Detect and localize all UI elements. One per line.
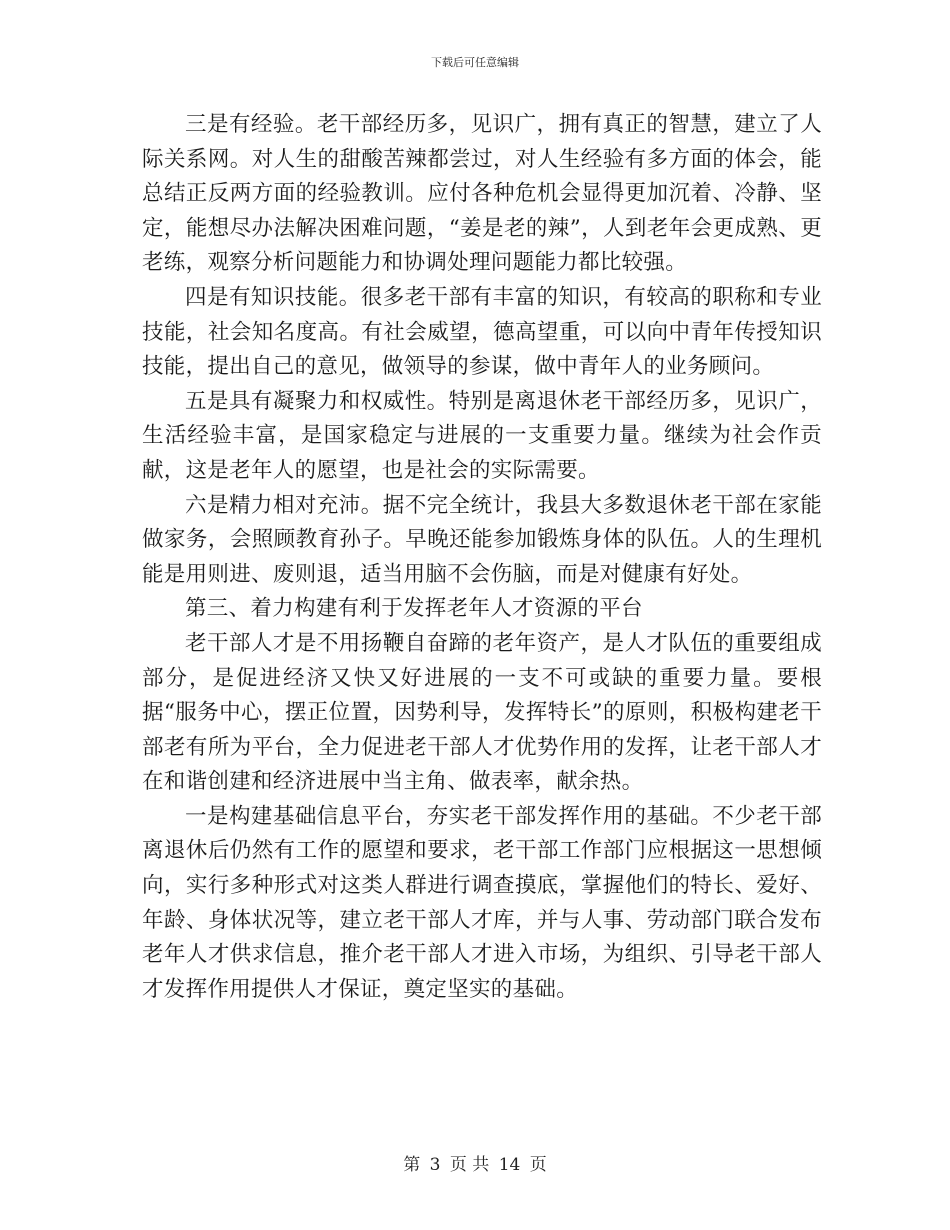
paragraph-cohesion-authority: 五是具有凝聚力和权威性。特别是离退休老干部经历多，见识广，生活经验丰富，是国家稳定与进展的一支重要力量。继续为社会作贡献，这是老年人的愿望，也是社会的实际需要。 bbox=[142, 388, 822, 483]
document-body bbox=[142, 108, 822, 1007]
paragraph-info-platform: 一是构建基础信息平台，夯实老干部发挥作用的基础。不少老干部离退休后仍然有工作的愿望和要求，老干部工作部门应根据这一思想倾向，实行多种形式对这类人群进行调查摸底，掌握他们的特长、爱好、年龄、身体状况等，建立老干部人才库，并与人事、劳动部门联合发布老年人才供求信息，推介老干部人才进入市场，为组织、引导老干部人才发挥作用提供人才保证，奠定坚实的基础。 bbox=[142, 803, 822, 1002]
footer-total-pages: 14 bbox=[498, 1155, 521, 1175]
page-footer bbox=[0, 1150, 950, 1175]
footer-suffix: 页 bbox=[529, 1155, 547, 1175]
footer-prefix: 第 bbox=[403, 1155, 421, 1175]
paragraph-knowledge-skills: 四是有知识技能。很多老干部有丰富的知识，有较高的职称和专业技能，社会知名度高。有社会威望，德高望重，可以向中青年传授知识技能，提出自己的意见，做领导的参谋，做中青年人的业务顾问。 bbox=[142, 284, 822, 380]
paragraph-experience: 三是有经验。老干部经历多，见识广，拥有真正的智慧，建立了人际关系网。对人生的甜酸苦辣都尝过，对人生经验有多方面的体会，能总结正反两方面的经验教训。应付各种危机会显得更加沉着、冷静、坚定，能想尽办法解决困难问题，“姜是老的辣”，人到老年会更成熟、更老练，观察分析问题能力和协调处理问题能力都比较强。 bbox=[142, 112, 822, 276]
section-heading-third: 第三、着力构建有利于发挥老年人才资源的平台 bbox=[185, 596, 643, 622]
paragraph-talent-platform: 老干部人才是不用扬鞭自奋蹄的老年资产，是人才队伍的重要组成部分，是促进经济又快又好进展的一支不可或缺的重要力量。要根据“服务中心，摆正位置，因势利导，发挥特长”的原则，积极构建老干部老有所为平台，全力促进老干部人才优势作用的发挥，让老干部人才在和谐创建和经济进展中当主角、做表率，献余热。 bbox=[142, 630, 822, 795]
paragraph-energy: 六是精力相对充沛。据不完全统计，我县大多数退休老干部在家能做家务，会照顾教育孙子。早晚还能参加锻炼身体的队伍。人的生理机能是用则进、废则退，适当用脑不会伤脑，而是对健康有好处。 bbox=[142, 492, 822, 587]
footer-page-number: 3 bbox=[429, 1155, 441, 1175]
footer-middle: 页 共 bbox=[449, 1155, 490, 1175]
page-header: 下载后可任意编辑 bbox=[431, 56, 519, 69]
